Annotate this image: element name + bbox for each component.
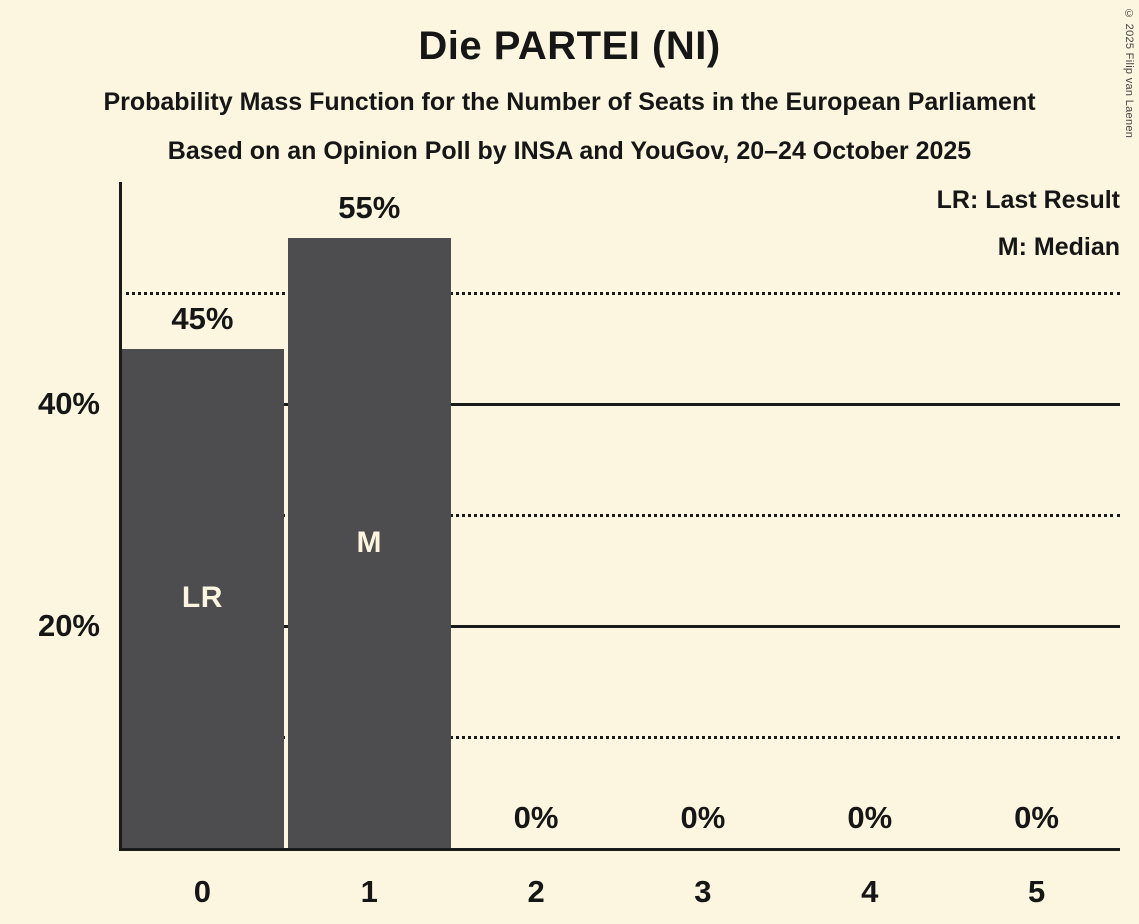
- legend-last-result: LR: Last Result: [936, 186, 1120, 214]
- x-tick-label-4: 4: [861, 874, 879, 909]
- copyright-note: © 2025 Filip van Laenen: [1123, 8, 1135, 139]
- value-label-seats-5: 0%: [1014, 800, 1059, 835]
- x-tick-label-2: 2: [527, 874, 545, 909]
- x-axis-line: [119, 848, 1120, 851]
- x-tick-label-5: 5: [1027, 874, 1046, 909]
- chart-subtitle: Probability Mass Function for the Number of Seats in the European Parliament: [103, 88, 1036, 116]
- value-label-seats-0: 45%: [171, 300, 234, 336]
- plot-area: [119, 182, 1120, 909]
- bar-annotation-m: M: [356, 525, 382, 559]
- y-tick-label-20pct: 20%: [37, 608, 100, 643]
- legend-median: M: Median: [997, 233, 1120, 261]
- y-axis-line: [119, 182, 122, 851]
- x-tick-label-0: 0: [193, 874, 212, 909]
- gridline-50pct: [119, 292, 1120, 295]
- value-label-seats-4: 0%: [847, 800, 893, 835]
- value-label-seats-2: 0%: [513, 800, 559, 835]
- x-tick-label-3: 3: [694, 874, 712, 909]
- y-tick-label-40pct: 40%: [37, 386, 100, 421]
- bar-seats-0: [121, 349, 284, 849]
- x-tick-label-1: 1: [360, 874, 378, 909]
- chart-title: Die PARTEI (NI): [418, 24, 721, 68]
- bar-annotation-lr: LR: [181, 581, 223, 615]
- bar-seats-1: [288, 238, 451, 849]
- chart-source-line: Based on an Opinion Poll by INSA and YouGov, 20–24 October 2025: [167, 137, 972, 165]
- value-label-seats-1: 55%: [338, 189, 401, 225]
- value-label-seats-3: 0%: [680, 800, 726, 835]
